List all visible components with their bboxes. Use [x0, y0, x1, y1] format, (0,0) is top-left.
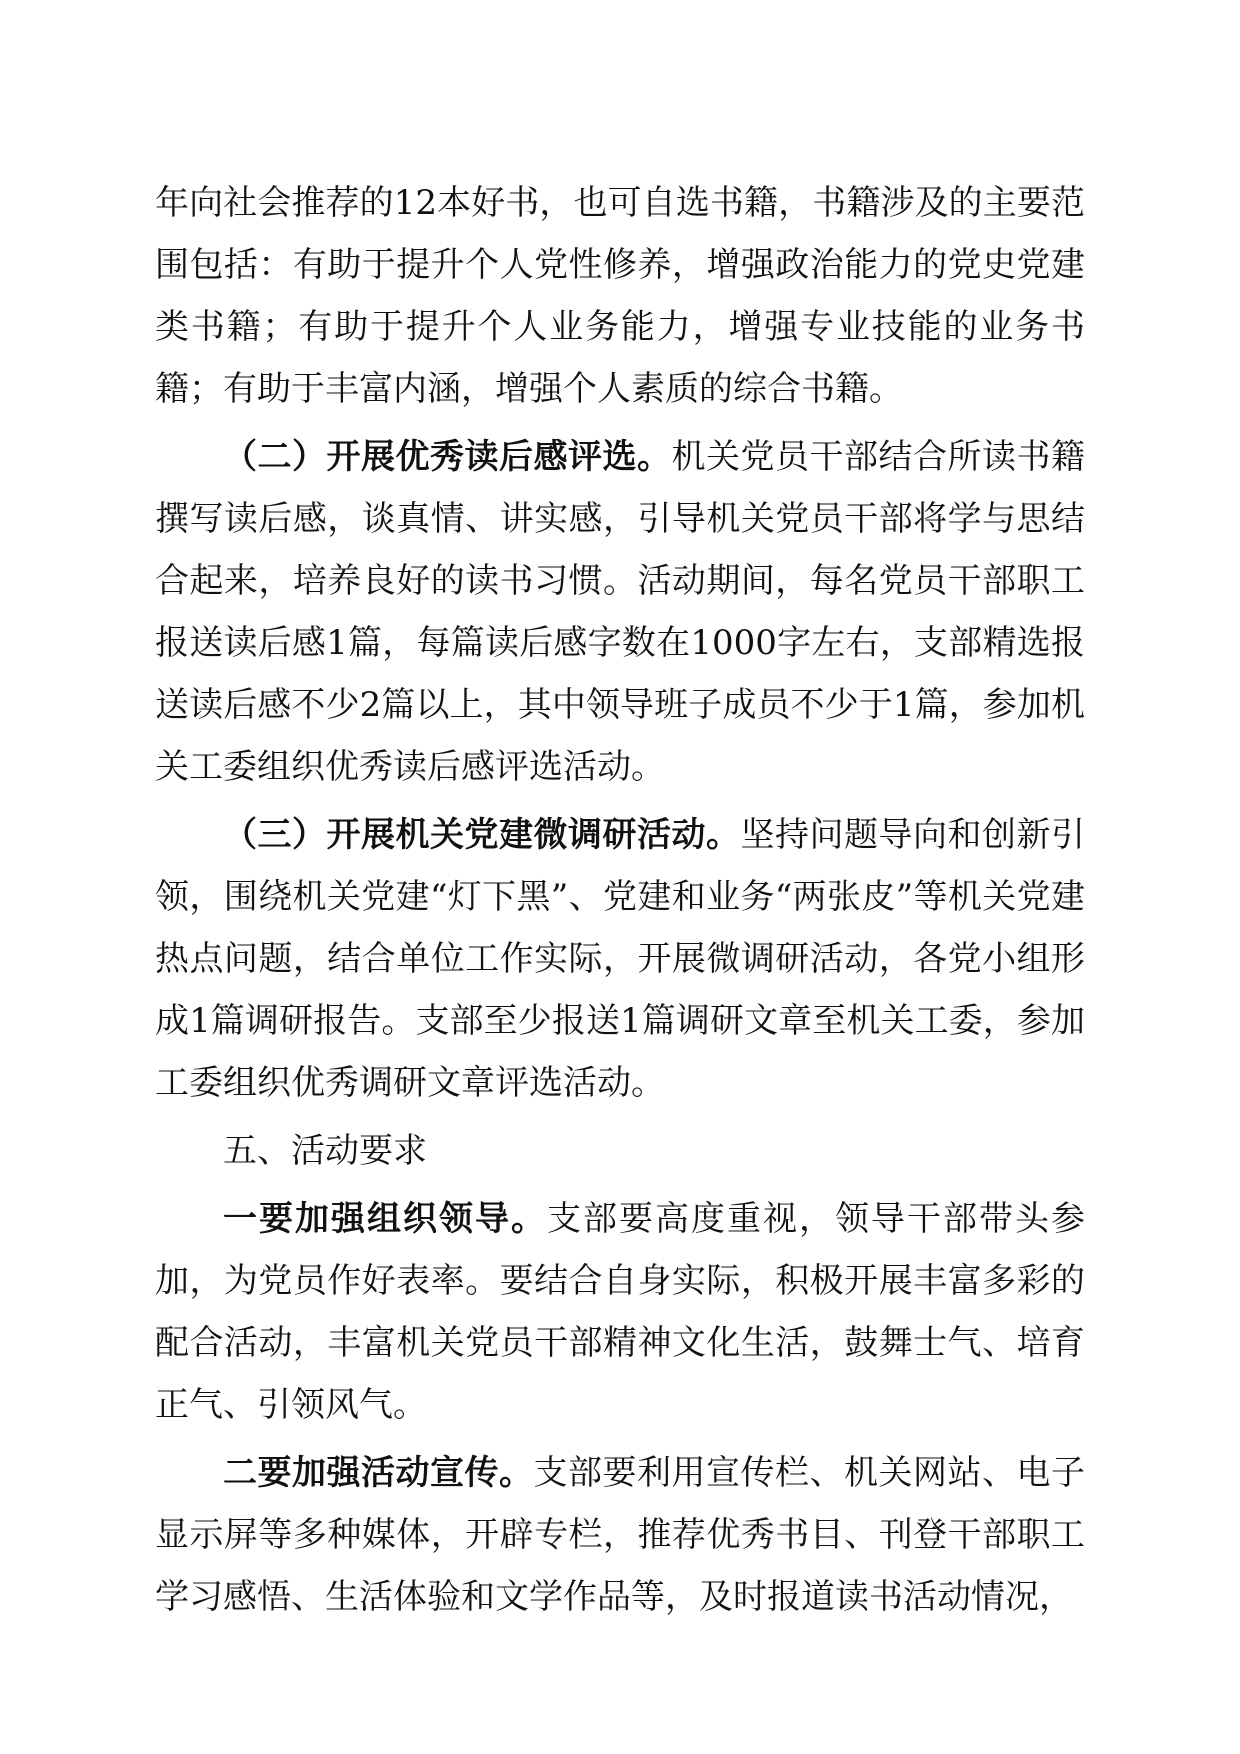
paragraph-text: 支部要高度重视，领导干部带头参加，为党员作好表率。要结合自身实际，积极开展丰富多彩的配合活动，丰富机关党员干部精神文化生活，鼓舞士气、培育正气、引领风气。 — [155, 1199, 1085, 1425]
section-heading-requirements — [155, 1120, 1085, 1182]
paragraph-heading: （二）开展优秀读后感评选。 — [223, 437, 672, 477]
paragraph-micro-research — [155, 804, 1085, 1114]
paragraph-text: 坚持问题导向和创新引领，围绕机关党建“灯下黑”、党建和业务“两张皮”等机关党建热点问题，结合单位工作实际，开展微调研活动，各党小组形成1篇调研报告。支部至少报送1篇调研文章至机关工委，参加工委组织优秀调研文章评选活动。 — [155, 815, 1085, 1103]
paragraph-text: 支部要利用宣传栏、机关网站、电子显示屏等多种媒体，开辟专栏，推荐优秀书目、刊登干部职工学习感悟、生活体验和文学作品等，及时报道读书活动情况， — [155, 1453, 1085, 1617]
paragraph-text: 年向社会推荐的12本好书，也可自选书籍，书籍涉及的主要范围包括：有助于提升个人党性修养，增强政治能力的党史党建类书籍；有助于提升个人业务能力，增强专业技能的业务书籍；有助于丰富内涵，增强个人素质的综合书籍。 — [155, 183, 1085, 409]
document-body — [155, 172, 1085, 1628]
section-heading-text: 五、活动要求 — [223, 1131, 427, 1171]
paragraph-book-scope — [155, 172, 1085, 420]
paragraph-text: 机关党员干部结合所读书籍撰写读后感，谈真情、讲实感，引导机关党员干部将学与思结合起来，培养良好的读书习惯。活动期间，每名党员干部职工报送读后感1篇，每篇读后感字数在1000字左右，支部精选报送读后感不少2篇以上，其中领导班子成员不少于1篇，参加机关工委组织优秀读后感评选活动。 — [155, 437, 1085, 787]
paragraph-publicity — [155, 1442, 1085, 1628]
paragraph-heading: 一要加强组织领导。 — [223, 1199, 547, 1239]
paragraph-heading: （三）开展机关党建微调研活动。 — [223, 815, 741, 855]
paragraph-reading-review — [155, 426, 1085, 798]
paragraph-heading: 二要加强活动宣传。 — [223, 1453, 534, 1493]
paragraph-organization — [155, 1188, 1085, 1436]
